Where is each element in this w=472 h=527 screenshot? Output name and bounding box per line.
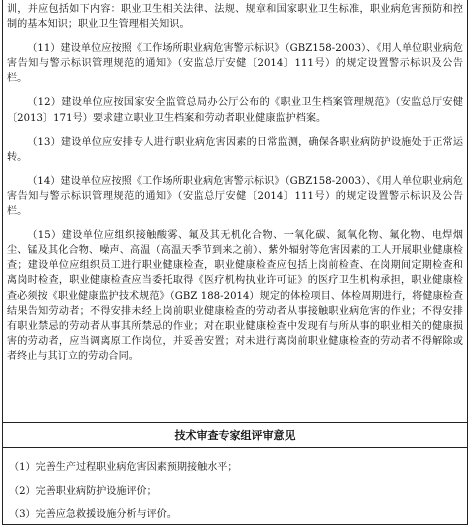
continuation-paragraph: 训，并应包括如下内容：职业卫生相关法律、法规、规章和国家职业卫生标准，职业病危害预防和控制的基本知识；职业卫生管理相关知识。 bbox=[7, 4, 463, 31]
requirement-item-13: （13）建设单位应安排专人进行职业病危害因素的日常监测，确保各职业病防护设施处于正常运转。 bbox=[7, 136, 463, 163]
review-heading: 技术审查专家组评审意见 bbox=[3, 422, 467, 448]
opinion-item-2: （2）完善职业病防护设施评价； bbox=[9, 485, 157, 497]
requirement-item-12: （12）建设单位应按国家安全监管总局办公厅公布的《职业卫生档案管理规范》（安监总厅安健〔2013〕171号）要求建立职业卫生档案和劳动者职业健康监护档案。 bbox=[7, 97, 463, 124]
requirements-cell bbox=[3, 0, 467, 415]
opinion-item-1: （1）完善生产过程职业病危害因素预期接触水平； bbox=[9, 462, 238, 473]
requirement-item-11: （11）建设单位应按照《工作场所职业病危害警示标识》（GBZ158-2003）、《用人单位职业病危害告知与警示标识管理规范的通知》（安监总厅安健〔2014〕111号）的规定设置警示标识及公告栏。 bbox=[7, 43, 463, 85]
review-opinions bbox=[9, 456, 461, 527]
opinion-item-3: （3）完善应急救援设施分析与评价。 bbox=[9, 509, 177, 520]
requirement-item-15: （15）建设单位应组织接触酸雾、氟及其无机化合物、一氧化碳、氮氧化物、氟化物、电焊烟尘、锰及其化合物、噪声、高温（高温天季节到来之前）、紫外辐射等危害因素的工人开展职业健康检查；建设单位应组织员工进行职业健康检查，职业健康检查应包括上岗前检查、在岗期间定期检查和离岗时检查，职业健康检查应当委托取得《医疗机构执业许可证》的医疗卫生机构承担，职业健康检查必须按《职业健康监护技术规范》（GBZ 188-2014）规定的体检项目、体检周期进行，将健康检查结果告知劳动者；不得安排未经上岗前职业健康检查的劳动者从事接触职业病危害的作业；不得安排有职业禁忌的劳动者从事其所禁忌的作业；对在职业健康检查中发现有与所从事的职业相关的健康损害的劳动者，应当调离原工作岗位，并妥善安置；对未进行离岗前职业健康检查的劳动者不得解除或者终止与其订立的劳动合同。 bbox=[7, 230, 463, 362]
requirement-item-14: （14）建设单位应按照《工作场所职业病危害警示标识》（GBZ158-2003）、《用人单位职业病危害告知与警示标识管理规范的通知》（安监总厅安健〔2014〕111号）的规定设置警示标识及公告栏。 bbox=[7, 175, 463, 218]
document-table bbox=[2, 0, 468, 525]
